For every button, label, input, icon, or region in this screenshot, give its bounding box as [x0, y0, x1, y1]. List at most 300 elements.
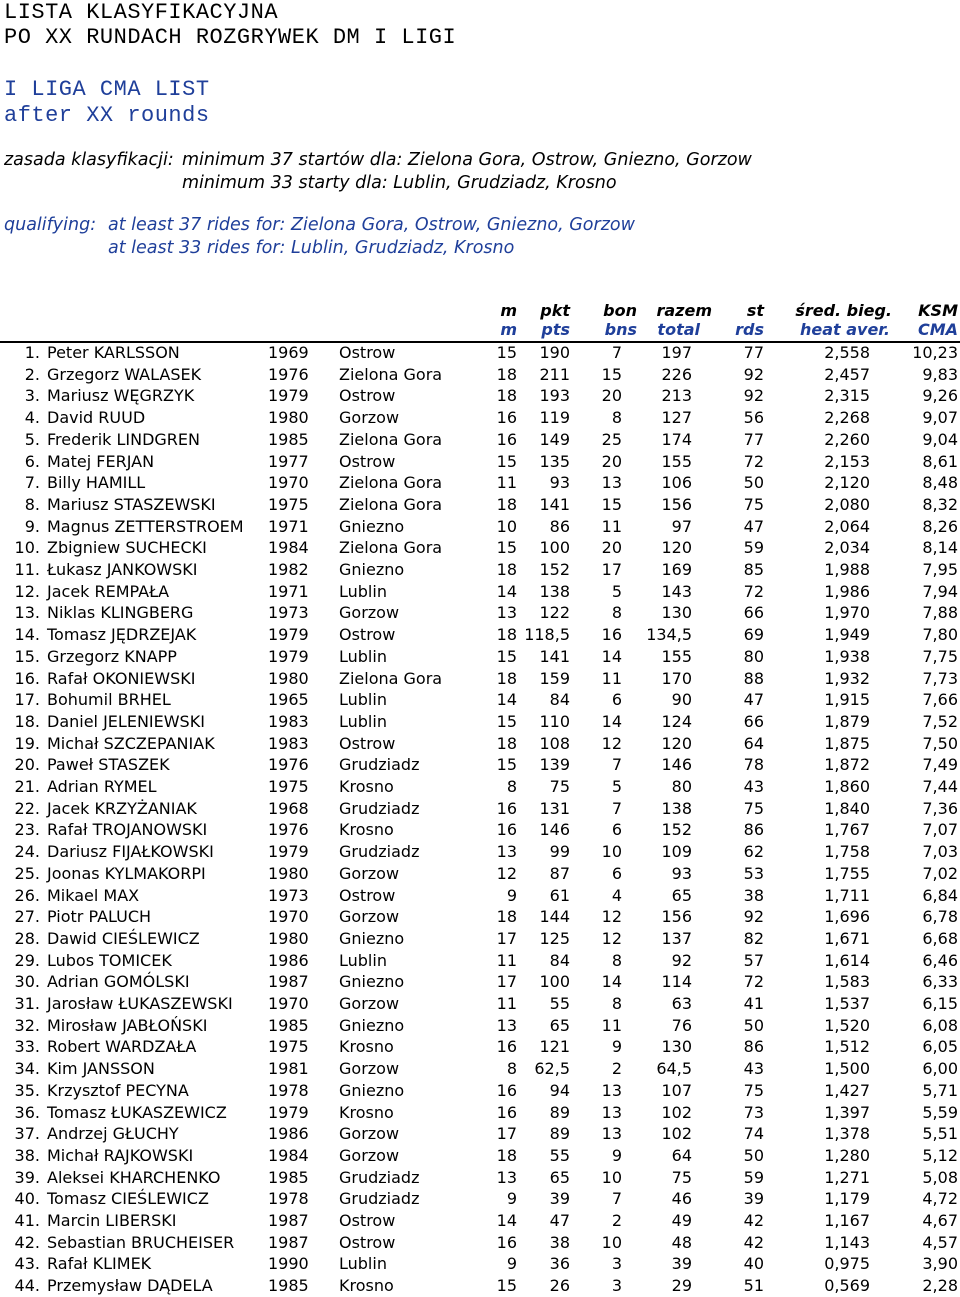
cell-heat-average: 1,696 [824, 907, 870, 927]
cell-club: Krosno [339, 820, 394, 840]
cell-bonus: 7 [611, 1189, 622, 1209]
cell-matches: 13 [496, 1167, 517, 1187]
cell-heat-average: 2,034 [824, 538, 870, 558]
cell-points: 138 [539, 581, 570, 601]
cell-total: 48 [671, 1232, 692, 1252]
table-row [0, 1276, 960, 1297]
cell-rider-name: Krzysztof PECYNA [47, 1080, 189, 1100]
cell-points: 36 [549, 1254, 570, 1274]
table-row [0, 907, 960, 928]
cell-club: Gniezno [339, 972, 405, 992]
cell-points: 193 [539, 386, 570, 406]
cell-bonus: 6 [611, 820, 622, 840]
table-row [0, 777, 960, 798]
cell-birth-year: 1975 [268, 777, 309, 796]
cell-rider-name: Niklas KLINGBERG [47, 603, 194, 623]
cell-bonus: 14 [601, 972, 622, 992]
cell-club: Krosno [339, 1102, 394, 1122]
cell-total: 138 [661, 798, 692, 818]
cell-cma: 8,14 [922, 538, 958, 558]
cell-total: 170 [661, 668, 692, 688]
cell-bonus: 7 [611, 755, 622, 775]
cell-birth-year: 1984 [268, 1145, 309, 1165]
cell-rider-name: Jacek REMPAŁA [47, 581, 170, 601]
cell-rank: 2. [24, 364, 40, 384]
rules-line2-pl: minimum 33 starty dla: Lublin, Grudziadz, Krosno [182, 173, 617, 193]
cell-points: 55 [549, 1145, 570, 1165]
cell-matches: 18 [496, 733, 517, 753]
table-row [0, 1124, 960, 1145]
cell-rank: 21. [14, 777, 40, 796]
rules-line1-en: at least 37 rides for: Zielona Gora, Ostrow, Gniezno, Gorzow [108, 215, 635, 235]
cell-cma: 9,26 [922, 386, 958, 406]
cell-total: 120 [661, 733, 692, 753]
cell-birth-year: 1990 [268, 1254, 309, 1274]
cell-bonus: 7 [611, 798, 622, 818]
cell-rides: 75 [743, 798, 764, 818]
cell-points: 65 [549, 1167, 570, 1187]
cell-total: 226 [661, 364, 692, 384]
cell-bonus: 8 [611, 950, 622, 970]
cell-rank: 35. [14, 1080, 40, 1100]
cell-matches: 11 [496, 473, 517, 493]
cell-rides: 77 [743, 429, 764, 449]
cell-rank: 37. [14, 1124, 40, 1144]
cell-bonus: 20 [601, 538, 622, 558]
cell-points: 146 [539, 820, 570, 840]
cell-birth-year: 1975 [268, 1037, 309, 1057]
cell-rider-name: Grzegorz WALASEK [47, 364, 202, 384]
cell-club: Lublin [339, 581, 387, 601]
cell-rider-name: Adrian RYMEL [47, 777, 157, 796]
table-row [0, 994, 960, 1015]
cell-club: Ostrow [339, 1211, 396, 1230]
cell-rider-name: Michał SZCZEPANIAK [47, 733, 215, 753]
cell-rider-name: Kim JANSSON [47, 1059, 155, 1079]
cell-rank: 9. [24, 516, 40, 536]
cell-birth-year: 1987 [268, 972, 309, 992]
cell-birth-year: 1970 [268, 994, 309, 1013]
cell-total: 92 [671, 950, 692, 970]
cell-cma: 7,36 [922, 798, 958, 818]
cell-club: Gorzow [339, 1059, 400, 1079]
cell-heat-average: 2,260 [824, 429, 870, 449]
cell-club: Gorzow [339, 994, 400, 1013]
table-row [0, 365, 960, 386]
table-row [0, 538, 960, 559]
cell-club: Gniezno [339, 560, 405, 579]
cell-birth-year: 1979 [268, 625, 309, 645]
cell-heat-average: 1,397 [824, 1102, 870, 1122]
cell-matches: 18 [496, 668, 517, 688]
cell-birth-year: 1971 [268, 581, 309, 601]
cell-points: 100 [539, 538, 570, 558]
cell-rides: 41 [743, 994, 764, 1013]
cell-heat-average: 1,143 [824, 1232, 870, 1252]
cell-bonus: 13 [601, 1080, 622, 1100]
cell-matches: 10 [496, 516, 517, 536]
cell-points: 86 [549, 516, 570, 536]
cell-total: 143 [661, 581, 692, 601]
cell-points: 139 [539, 755, 570, 775]
cell-matches: 9 [506, 885, 517, 905]
cell-cma: 6,33 [922, 972, 958, 992]
cell-heat-average: 1,378 [824, 1124, 870, 1144]
table-row [0, 1146, 960, 1167]
cell-heat-average: 1,949 [824, 625, 870, 645]
cell-heat-average: 1,879 [824, 711, 870, 731]
cell-cma: 5,12 [922, 1145, 958, 1165]
rules-label-pl: zasada klasyfikacji: [4, 150, 174, 170]
cell-birth-year: 1979 [268, 842, 309, 862]
cell-bonus: 11 [601, 516, 622, 536]
cell-cma: 7,50 [922, 733, 958, 753]
cell-matches: 9 [506, 1254, 517, 1274]
cell-total: 65 [671, 885, 692, 905]
cell-heat-average: 1,512 [824, 1037, 870, 1057]
table-row [0, 386, 960, 407]
table-row [0, 951, 960, 972]
cell-total: 130 [661, 603, 692, 623]
cell-rank: 19. [14, 733, 40, 753]
cell-cma: 4,72 [922, 1189, 958, 1209]
cell-total: 39 [671, 1254, 692, 1274]
cell-total: 197 [661, 343, 692, 362]
cell-rank: 23. [14, 820, 40, 840]
cell-total: 120 [661, 538, 692, 558]
cell-rank: 16. [14, 668, 40, 688]
cell-matches: 16 [496, 820, 517, 840]
cell-birth-year: 1969 [268, 343, 309, 362]
cell-total: 107 [661, 1080, 692, 1100]
cell-heat-average: 1,520 [824, 1015, 870, 1035]
cell-rides: 75 [743, 1080, 764, 1100]
cell-bonus: 11 [601, 668, 622, 688]
cell-points: 87 [549, 863, 570, 883]
cell-bonus: 20 [601, 451, 622, 471]
cell-club: Lublin [339, 646, 387, 666]
table-row [0, 864, 960, 885]
cell-rank: 17. [14, 690, 40, 710]
table-row [0, 1059, 960, 1080]
cell-birth-year: 1976 [268, 820, 309, 840]
cell-rides: 51 [743, 1276, 764, 1296]
cell-heat-average: 1,758 [824, 842, 870, 862]
cell-rider-name: Peter KARLSSON [47, 343, 180, 362]
cell-rider-name: Marcin LIBERSKI [47, 1211, 177, 1230]
cell-birth-year: 1985 [268, 1167, 309, 1187]
cell-bonus: 14 [601, 711, 622, 731]
cell-club: Gniezno [339, 1015, 405, 1035]
cell-club: Lublin [339, 1254, 387, 1274]
cell-matches: 15 [496, 451, 517, 471]
cell-birth-year: 1978 [268, 1189, 309, 1209]
cell-bonus: 15 [601, 364, 622, 384]
cell-rides: 72 [743, 581, 764, 601]
cell-rider-name: Lubos TOMICEK [47, 950, 172, 970]
page-title-en: I LIGA CMA LIST [4, 77, 210, 102]
cell-rides: 40 [743, 1254, 764, 1274]
cell-heat-average: 1,280 [824, 1145, 870, 1165]
cell-bonus: 5 [611, 581, 622, 601]
cell-points: 61 [549, 885, 570, 905]
cell-rank: 14. [14, 625, 40, 645]
cell-total: 155 [661, 451, 692, 471]
cell-rider-name: Matej FERJAN [47, 451, 155, 471]
cell-rides: 69 [743, 625, 764, 645]
cell-cma: 6,78 [922, 907, 958, 927]
cell-club: Ostrow [339, 451, 396, 471]
cell-rank: 31. [14, 994, 40, 1013]
cell-points: 119 [539, 408, 570, 428]
cell-club: Ostrow [339, 1232, 396, 1252]
cell-birth-year: 1973 [268, 885, 309, 905]
cell-matches: 17 [496, 972, 517, 992]
table-row [0, 1016, 960, 1037]
cell-club: Lublin [339, 711, 387, 731]
cell-total: 114 [661, 972, 692, 992]
cell-total: 93 [671, 863, 692, 883]
cell-matches: 18 [496, 494, 517, 514]
cell-rider-name: Sebastian BRUCHEISER [47, 1232, 235, 1252]
cell-bonus: 3 [611, 1254, 622, 1274]
cell-rank: 4. [24, 408, 40, 428]
cell-heat-average: 2,080 [824, 494, 870, 514]
cell-heat-average: 1,932 [824, 668, 870, 688]
cell-points: 84 [549, 690, 570, 710]
cell-bonus: 25 [601, 429, 622, 449]
cell-bonus: 6 [611, 863, 622, 883]
cell-rank: 43. [14, 1254, 40, 1274]
cell-rank: 20. [14, 755, 40, 775]
cell-heat-average: 1,872 [824, 755, 870, 775]
table-row [0, 647, 960, 668]
cell-club: Ostrow [339, 733, 396, 753]
table-row [0, 734, 960, 755]
rules-line1-pl: minimum 37 startów dla: Zielona Gora, Ostrow, Gniezno, Gorzow [182, 150, 752, 170]
cell-rider-name: Michał RAJKOWSKI [47, 1145, 194, 1165]
cell-rides: 64 [743, 733, 764, 753]
cell-cma: 6,15 [922, 994, 958, 1013]
cell-cma: 9,83 [922, 364, 958, 384]
cell-club: Zielona Gora [339, 494, 443, 514]
cell-total: 102 [661, 1102, 692, 1122]
cell-rider-name: Andrzej GŁUCHY [47, 1124, 179, 1144]
cell-total: 134,5 [646, 625, 692, 645]
cell-cma: 10,23 [912, 343, 958, 362]
cell-birth-year: 1985 [268, 1276, 309, 1296]
cell-birth-year: 1965 [268, 690, 309, 710]
cell-birth-year: 1987 [268, 1232, 309, 1252]
table-row [0, 886, 960, 907]
cell-points: 62,5 [534, 1059, 570, 1079]
col-header-st: st [746, 301, 764, 320]
cell-matches: 17 [496, 1124, 517, 1144]
cell-points: 84 [549, 950, 570, 970]
cell-matches: 18 [496, 386, 517, 406]
col-header-sred: śred. bieg. [795, 301, 892, 320]
cell-matches: 14 [496, 1211, 517, 1230]
cell-heat-average: 1,271 [824, 1167, 870, 1187]
cell-bonus: 17 [601, 560, 622, 579]
cell-total: 102 [661, 1124, 692, 1144]
cell-rider-name: David RUUD [47, 408, 146, 428]
cell-matches: 15 [496, 755, 517, 775]
cell-club: Krosno [339, 777, 394, 796]
table-row [0, 1103, 960, 1124]
cell-matches: 11 [496, 994, 517, 1013]
cell-points: 122 [539, 603, 570, 623]
cell-cma: 9,04 [922, 429, 958, 449]
table-row [0, 1037, 960, 1058]
cell-points: 89 [549, 1124, 570, 1144]
cell-points: 152 [539, 560, 570, 579]
cell-rank: 18. [14, 711, 40, 731]
table-row [0, 799, 960, 820]
cell-rides: 88 [743, 668, 764, 688]
cell-club: Zielona Gora [339, 473, 443, 493]
cell-matches: 15 [496, 343, 517, 362]
cell-rides: 56 [743, 408, 764, 428]
cell-total: 49 [671, 1211, 692, 1230]
cell-matches: 13 [496, 1015, 517, 1035]
cell-heat-average: 1,614 [824, 950, 870, 970]
cell-points: 121 [539, 1037, 570, 1057]
table-row [0, 1189, 960, 1210]
cell-club: Gniezno [339, 516, 405, 536]
cell-points: 26 [549, 1276, 570, 1296]
cell-bonus: 6 [611, 690, 622, 710]
cell-cma: 2,28 [922, 1276, 958, 1296]
cell-points: 108 [539, 733, 570, 753]
cell-heat-average: 2,064 [824, 516, 870, 536]
cell-rides: 80 [743, 646, 764, 666]
cell-matches: 16 [496, 1102, 517, 1122]
cell-total: 64,5 [656, 1059, 692, 1079]
cell-points: 94 [549, 1080, 570, 1100]
cell-birth-year: 1976 [268, 755, 309, 775]
cell-bonus: 8 [611, 408, 622, 428]
cell-rank: 29. [14, 950, 40, 970]
cell-total: 109 [661, 842, 692, 862]
cell-rank: 25. [14, 863, 40, 883]
cell-rider-name: Zbigniew SUCHECKI [47, 538, 207, 558]
cell-total: 137 [661, 928, 692, 948]
cell-cma: 7,94 [922, 581, 958, 601]
col-header-heat-aver-en: heat aver. [799, 320, 890, 339]
cell-rank: 30. [14, 972, 40, 992]
cell-club: Gorzow [339, 863, 400, 883]
cell-matches: 11 [496, 950, 517, 970]
cell-cma: 5,51 [922, 1124, 958, 1144]
cell-bonus: 8 [611, 994, 622, 1013]
cell-cma: 7,75 [922, 646, 958, 666]
cell-total: 152 [661, 820, 692, 840]
cell-rides: 66 [743, 711, 764, 731]
cell-rider-name: Rafał OKONIEWSKI [47, 668, 196, 688]
cell-club: Grudziadz [339, 1189, 420, 1209]
cell-cma: 6,84 [922, 885, 958, 905]
col-header-m: m [500, 301, 517, 320]
cell-heat-average: 1,583 [824, 972, 870, 992]
cell-rides: 78 [743, 755, 764, 775]
cell-total: 97 [671, 516, 692, 536]
cell-heat-average: 1,875 [824, 733, 870, 753]
cell-total: 90 [671, 690, 692, 710]
cell-rider-name: Przemysław DĄDELA [47, 1276, 213, 1296]
cell-matches: 8 [506, 1059, 517, 1079]
cell-club: Zielona Gora [339, 364, 443, 384]
cell-cma: 7,73 [922, 668, 958, 688]
col-header-m-en: m [500, 320, 517, 339]
cell-points: 89 [549, 1102, 570, 1122]
cell-heat-average: 2,558 [824, 343, 870, 362]
table-row [0, 690, 960, 711]
cell-cma: 8,61 [922, 451, 958, 471]
cell-club: Zielona Gora [339, 668, 443, 688]
table-row [0, 1081, 960, 1102]
cell-matches: 15 [496, 1276, 517, 1296]
cell-matches: 15 [496, 711, 517, 731]
cell-rider-name: Frederik LINDGREN [47, 429, 200, 449]
cell-rank: 22. [14, 798, 40, 818]
cell-total: 174 [661, 429, 692, 449]
cell-points: 38 [549, 1232, 570, 1252]
cell-bonus: 10 [601, 842, 622, 862]
cell-birth-year: 1986 [268, 1124, 309, 1144]
cell-cma: 5,71 [922, 1080, 958, 1100]
table-row [0, 820, 960, 841]
cell-rank: 40. [14, 1189, 40, 1209]
cell-rider-name: Tomasz CIEŚLEWICZ [47, 1189, 209, 1209]
cell-points: 93 [549, 473, 570, 493]
cell-rank: 6. [24, 451, 40, 471]
table-row [0, 929, 960, 950]
col-header-bns-en: bns [604, 320, 637, 339]
cell-rider-name: Mikael MAX [47, 885, 140, 905]
col-header-razem: razem [656, 301, 712, 320]
cell-heat-average: 1,179 [824, 1189, 870, 1209]
cell-matches: 17 [496, 928, 517, 948]
cell-heat-average: 1,986 [824, 581, 870, 601]
table-row [0, 842, 960, 863]
cell-total: 75 [671, 1167, 692, 1187]
page-title-pl: LISTA KLASYFIKACYJNA [4, 0, 279, 25]
cell-club: Lublin [339, 950, 387, 970]
cell-heat-average: 0,975 [824, 1254, 870, 1274]
cell-rides: 42 [743, 1211, 764, 1230]
cell-cma: 6,08 [922, 1015, 958, 1035]
cell-bonus: 12 [601, 928, 622, 948]
cell-rides: 92 [743, 386, 764, 406]
cell-total: 29 [671, 1276, 692, 1296]
cell-club: Grudziadz [339, 755, 420, 775]
cell-heat-average: 1,767 [824, 820, 870, 840]
cell-rider-name: Paweł STASZEK [47, 755, 170, 775]
cell-bonus: 13 [601, 473, 622, 493]
cell-rider-name: Magnus ZETTERSTROEM [47, 516, 244, 536]
cell-matches: 16 [496, 798, 517, 818]
cell-birth-year: 1979 [268, 1102, 309, 1122]
cell-bonus: 12 [601, 907, 622, 927]
cell-matches: 14 [496, 690, 517, 710]
cell-rides: 50 [743, 473, 764, 493]
cell-birth-year: 1979 [268, 646, 309, 666]
table-row [0, 430, 960, 451]
cell-cma: 9,07 [922, 408, 958, 428]
cell-rider-name: Tomasz JĘDRZEJAK [47, 625, 197, 645]
cell-rides: 59 [743, 1167, 764, 1187]
